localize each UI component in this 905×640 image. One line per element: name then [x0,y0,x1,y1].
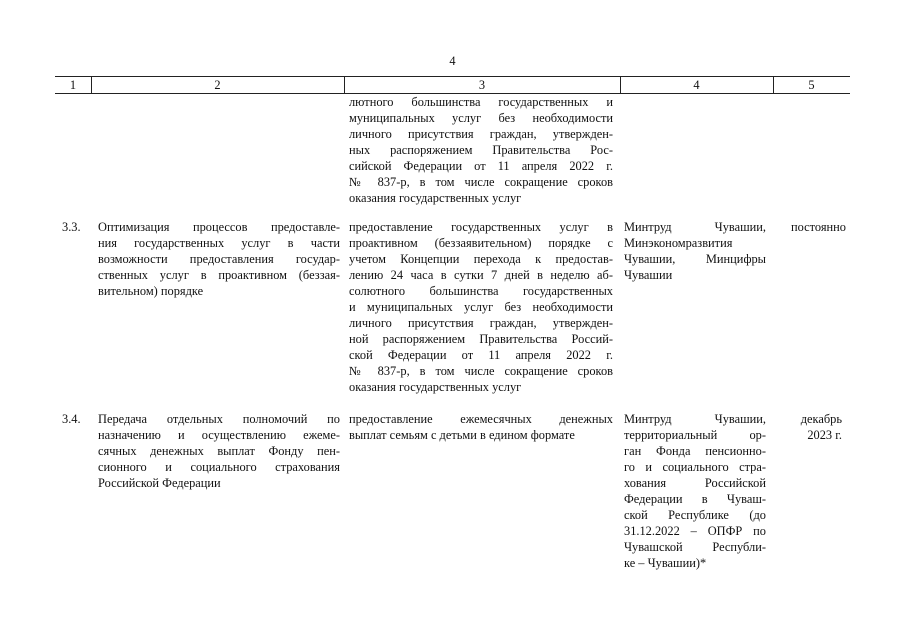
text-line: сийской Федерации от 11 апреля 2022 г. [349,159,613,173]
text-line: Минтруд Чувашии, [624,412,766,426]
text-line: ных распоряжением Правительства Рос- [349,143,613,157]
text-line: выплат семьям с детьми в едином формате [349,428,575,442]
text-line: Оптимизация процессов предоставле- [98,220,340,234]
text-line: ной распоряжением Правительства Россий- [349,332,613,346]
text-line: № 837-р, в том числе сокращение сроков [349,175,613,189]
text-line: ган Фонда пенсионно- [624,444,766,458]
text-line: № 837-р, в том числе сокращение сроков [349,364,613,378]
text-line: предоставление ежемесячных денежных [349,412,613,426]
row-measure [349,411,613,443]
row-number: 3.4. [62,412,81,426]
row-deadline [770,411,842,443]
text-line: муниципальных услуг без необходимости [349,111,613,125]
row-responsible [624,411,766,571]
row-number: 3.3. [62,220,81,234]
text-line: Российской Федерации [98,476,221,490]
row-description [98,219,340,299]
text-line: 2023 г. [807,428,842,442]
text-line: 31.12.2022 – ОПФР по [624,524,766,538]
text-line: сионного и социального страхования [98,460,340,474]
header-col-2: 2 [214,78,221,92]
text-line: проактивном (беззаявительном) порядке с [349,236,613,250]
text-line: ке – Чувашии)* [624,556,707,570]
header-col-1: 1 [69,78,77,92]
text-line: декабрь [800,412,842,426]
text-line: лютного большинства государственных и [349,95,613,109]
text-line: ской Федерации от 11 апреля 2022 г. [349,348,613,362]
text-line: предоставление государственных услуг в [349,220,613,234]
text-line: и муниципальных услуг без необходимости [349,300,613,314]
row-deadline [780,219,846,235]
text-line: Федерации в Чуваш- [624,492,766,506]
text-line: лению 24 часа в сутки 7 дней в неделю аб- [349,268,613,282]
text-line: Минтруд Чувашии, [624,220,766,234]
text-line: возможности предоставления государ- [98,252,340,266]
table-header-row [55,76,850,94]
row-responsible [624,219,766,283]
text-line: Чувашии, Минцифры [624,252,766,266]
header-col-4: 4 [693,78,700,92]
header-col-5: 5 [808,78,815,92]
row-description [98,411,340,491]
text-line: ственных услуг в проактивном (беззая- [98,268,340,282]
text-line: Чувашской Республи- [624,540,766,554]
text-line: территориальный ор- [624,428,766,442]
text-line: го и социального стра- [624,460,766,474]
text-line: вительном) порядке [98,284,204,298]
text-line: оказания государственных услуг [349,191,522,205]
text-line: хования Российской [624,476,766,490]
text-line: ской Республике (до [624,508,766,522]
continuation-col3 [349,94,613,206]
text-line: личного присутствия граждан, утвержден- [349,316,613,330]
text-line: Чувашии [624,268,673,282]
text-line: учетом Концепции перехода к предостав- [349,252,613,266]
text-line: Передача отдельных полномочий по [98,412,340,426]
header-col-3: 3 [478,78,486,92]
text-line: личного присутствия граждан, утвержден- [349,127,613,141]
text-line: ния государственных услуг в части [98,236,340,250]
text-line: оказания государственных услуг [349,380,522,394]
text-line: постоянно [790,220,846,234]
row-measure [349,219,613,395]
page-number: 4 [449,54,456,68]
text-line: сячных денежных выплат Фонду пен- [98,444,340,458]
text-line: солютного большинства государственных [349,284,613,298]
text-line: Минэкономразвития [624,236,733,250]
text-line: назначению и осуществлению ежеме- [98,428,340,442]
